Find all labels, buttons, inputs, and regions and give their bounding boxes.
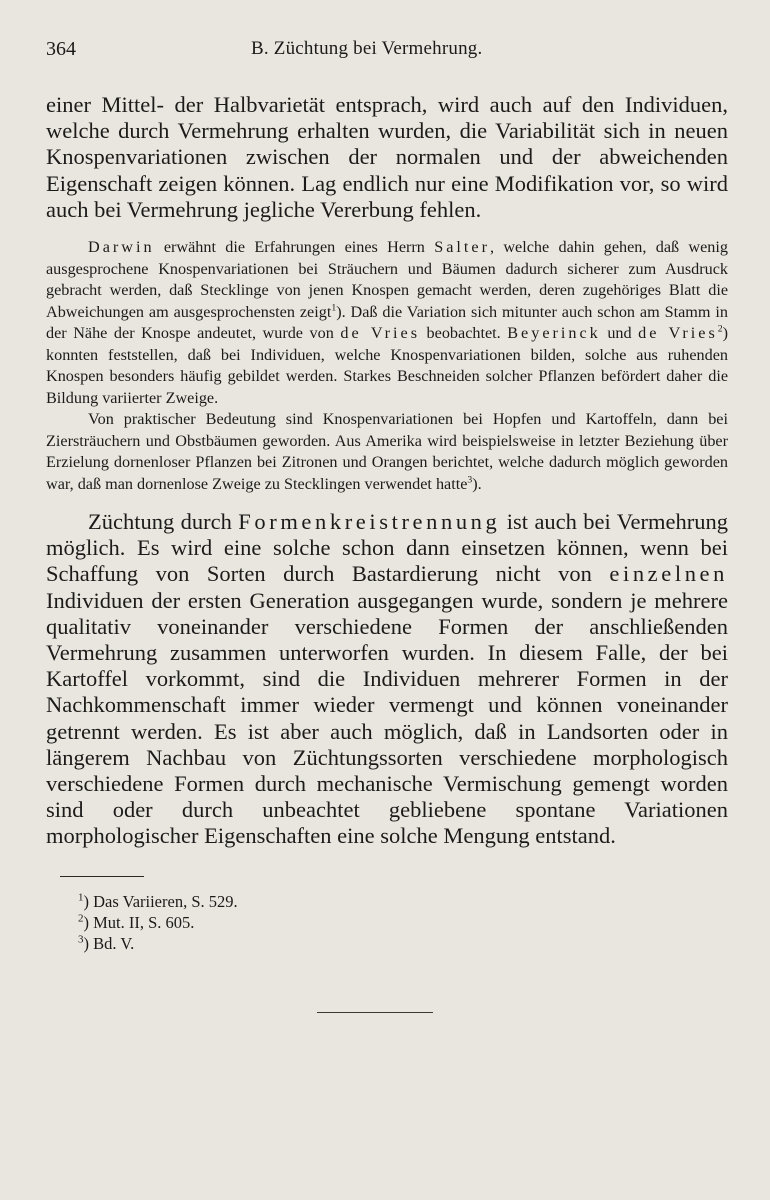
page-number: 364 xyxy=(46,38,76,60)
footnote-1: $^1$) Das Variieren, S. 529. xyxy=(78,891,238,911)
running-head: B. Züchtung bei Vermehrung. xyxy=(251,38,483,59)
small-print-block xyxy=(46,237,728,495)
term-formenkreistrennung: Formenkreistrennung xyxy=(238,509,501,535)
footnote-ref-3: 3 xyxy=(467,474,473,486)
footnote-divider xyxy=(60,876,144,877)
author-salter: Salter xyxy=(434,238,490,257)
page-header xyxy=(46,38,728,64)
footnote-ref-1: 1 xyxy=(331,302,337,314)
small-paragraph-practical: Von praktischer Bedeutung sind Knospenvariationen bei Hopfen und Kartoffeln, dann bei Ziersträuchern und Obstbäumen geworden. Aus Amerika wird beispielsweise in letzter Beziehung über Erzielung dornenloser Pflanzen bei Zitronen und Orangen berichtet, welche dadurch möglich geworden war, daß man dornenlose Zweige zu Stecklingen verwendet hatte$^3$). xyxy=(46,410,728,493)
small-paragraph-darwin: Darwin erwähnt die Erfahrungen eines Herrn Salter, welche dahin gehen, daß wenig ausgesprochene Knospenvariationen bei Sträuchern und Bäumen dadurch sicherer zum Ausdruck gebracht werden, daß Stecklinge von jenen Knospen gemacht werden, deren zugehöriges Blatt die Abweichungen am ausgesprochensten zeigt$^1$). Daß die Variation sich mitunter auch schon am Stamm in der Nähe der Knospe andeutet, wurde von de Vries beobachtet. Beyerinck und de Vries$^2$) konnten feststellen, daß bei Individuen, welche Knospenvariationen bilden, solche aus ruhenden Knospen besonders häufig gebildet werden. Starkes Beschneiden solcher Pflanzen befördert daher die Bildung variierter Zweige. xyxy=(46,238,729,407)
author-darwin: Darwin xyxy=(88,238,155,257)
footnote-ref-2: 2 xyxy=(717,323,723,335)
end-divider xyxy=(317,1012,433,1013)
term-einzelnen: einzelnen xyxy=(609,561,728,587)
author-de-vries: de Vries xyxy=(340,324,420,343)
footnotes xyxy=(78,891,728,954)
author-de-vries-2: de Vries xyxy=(638,324,718,343)
paragraph-continuation: einer Mittel- der Halbvarietät entsprach, wird auch auf den Individuen, welche durch Vermehrung erhalten wurden, die Variabilität sich in neuen Knospenvariationen zwischen der normalen und der abweichenden Eigenschaft zeigen können. Lag endlich nur eine Modifikation vor, so wird auch bei Vermehrung jegliche Vererbung fehlen. xyxy=(46,92,728,222)
author-beyerinck: Beyerinck xyxy=(507,324,601,343)
paragraph-formenkreistrennung: Züchtung durch Formenkreistrennung ist auch bei Vermehrung möglich. Es wird eine solche schon dann einsetzen können, wenn bei Schaffung von Sorten durch Bastardierung nicht von einzelnen Individuen der ersten Generation ausgegangen wurde, sondern je mehrere qualitativ voneinander verschiedene Formen der anschließenden Vermehrung zusammen unterworfen wurden. In diesem Falle, der bei Kartoffel vorkommt, sind die Individuen mehrerer Formen in der Nachkommenschaft immer wieder vermengt und können voneinander getrennt werden. Es ist aber auch möglich, daß in Landsorten oder in längerem Nachbau von Züchtungssorten verschiedene morphologisch verschiedene Formen durch mechanische Vermischung gemengt worden sind oder durch unbeachtet gebliebene spontane Variationen morphologischer Eigenschaften eine solche Mengung entstand. xyxy=(46,509,729,849)
footnote-2: $^2$) Mut. II, S. 605. xyxy=(78,912,195,932)
footnote-3: $^3$) Bd. V. xyxy=(78,933,135,953)
